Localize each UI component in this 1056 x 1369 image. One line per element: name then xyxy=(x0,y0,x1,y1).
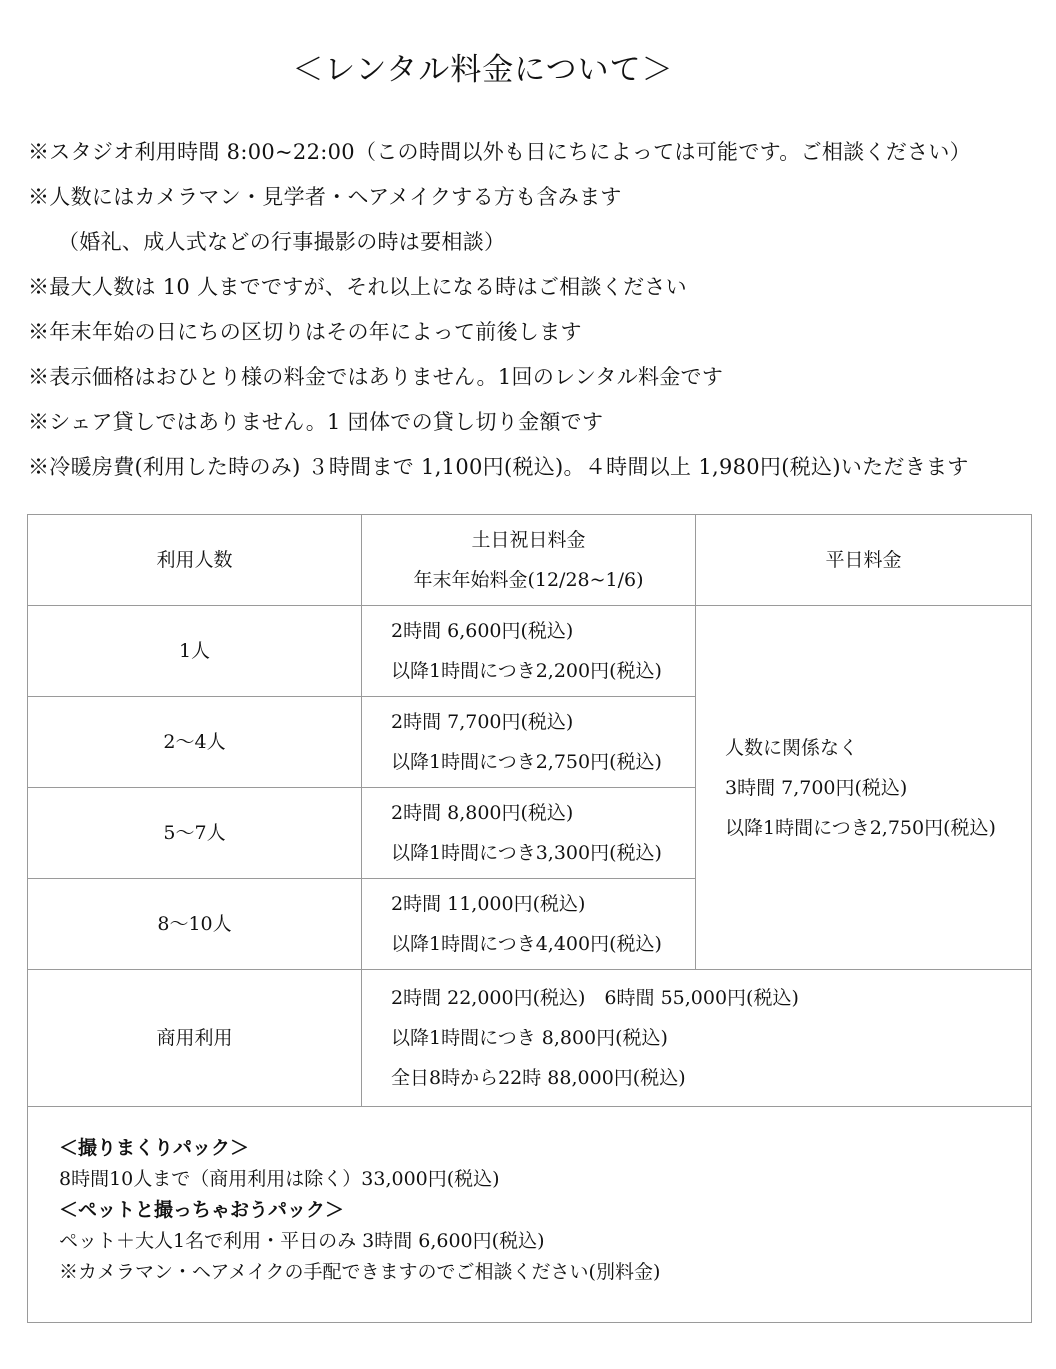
note-no-sharing: ※シェア貸しではありません。1 団体での貸し切り金額です xyxy=(28,410,604,434)
pack2-desc: ペット＋大人1名で利用・平日のみ 3時間 6,600円(税込) xyxy=(59,1230,545,1252)
packs-cell xyxy=(28,1107,1032,1323)
header-weekday: 平日料金 xyxy=(696,515,1032,606)
notes-list xyxy=(28,130,1038,490)
pack2-title: ＜ペットと撮っちゃおうパック＞ xyxy=(59,1199,345,1221)
note-max-people: ※最大人数は 10 人までですが、それ以上になる時はご相談ください xyxy=(28,275,687,299)
business-price-cell: 2時間 22,000円(税込) 6時間 55,000円(税込) 以降1時間につき 8,800円(税込) 全日8時から22時 88,000円(税込) xyxy=(362,970,1032,1107)
price-table xyxy=(27,514,1032,1323)
weekday-price-cell: 人数に関係なく 3時間 7,700円(税込) 以降1時間につき2,750円(税込) xyxy=(696,606,1032,970)
note-hours: ※スタジオ利用時間 8:00~22:00（この時間以外も日にちによっては可能です。ご相談ください） xyxy=(28,140,971,164)
weekend-price-cell: 2時間 11,000円(税込) 以降1時間につき4,400円(税込) xyxy=(362,879,696,970)
business-row xyxy=(28,970,1032,1107)
pack1-desc: 8時間10人まで（商用利用は除く）33,000円(税込) xyxy=(59,1168,500,1190)
table-row xyxy=(28,606,1032,697)
page-title: ＜レンタル料金について＞ xyxy=(292,52,674,88)
note-new-year: ※年末年始の日にちの区切りはその年によって前後します xyxy=(28,320,582,344)
people-cell: 5〜7人 xyxy=(28,788,362,879)
weekend-price-cell: 2時間 6,600円(税込) 以降1時間につき2,200円(税込) xyxy=(362,606,696,697)
note-ceremony: （婚礼、成人式などの行事撮影の時は要相談） xyxy=(58,230,506,254)
business-label-cell: 商用利用 xyxy=(28,970,362,1107)
pack1-title: ＜撮りまくりパック＞ xyxy=(59,1137,250,1159)
people-cell: 2〜4人 xyxy=(28,697,362,788)
people-cell: 1人 xyxy=(28,606,362,697)
note-headcount: ※人数にはカメラマン・見学者・ヘアメイクする方も含みます xyxy=(28,185,622,209)
header-people: 利用人数 xyxy=(28,515,362,606)
weekend-price-cell: 2時間 7,700円(税込) 以降1時間につき2,750円(税込) xyxy=(362,697,696,788)
pack-note: ※カメラマン・ヘアメイクの手配できますのでご相談ください(別料金) xyxy=(59,1261,661,1283)
note-price-per-rental: ※表示価格はおひとり様の料金ではありません。1回のレンタル料金です xyxy=(28,365,724,389)
header-weekend: 土日祝日料金 年末年始料金(12/28~1/6) xyxy=(362,515,696,606)
people-cell: 8〜10人 xyxy=(28,879,362,970)
table-header-row xyxy=(28,515,1032,606)
note-aircon-fee: ※冷暖房費(利用した時のみ) ３時間まで 1,100円(税込)。４時間以上 1,980円(税込)いただきます xyxy=(28,455,969,479)
packs-row xyxy=(28,1107,1032,1323)
weekend-price-cell: 2時間 8,800円(税込) 以降1時間につき3,300円(税込) xyxy=(362,788,696,879)
